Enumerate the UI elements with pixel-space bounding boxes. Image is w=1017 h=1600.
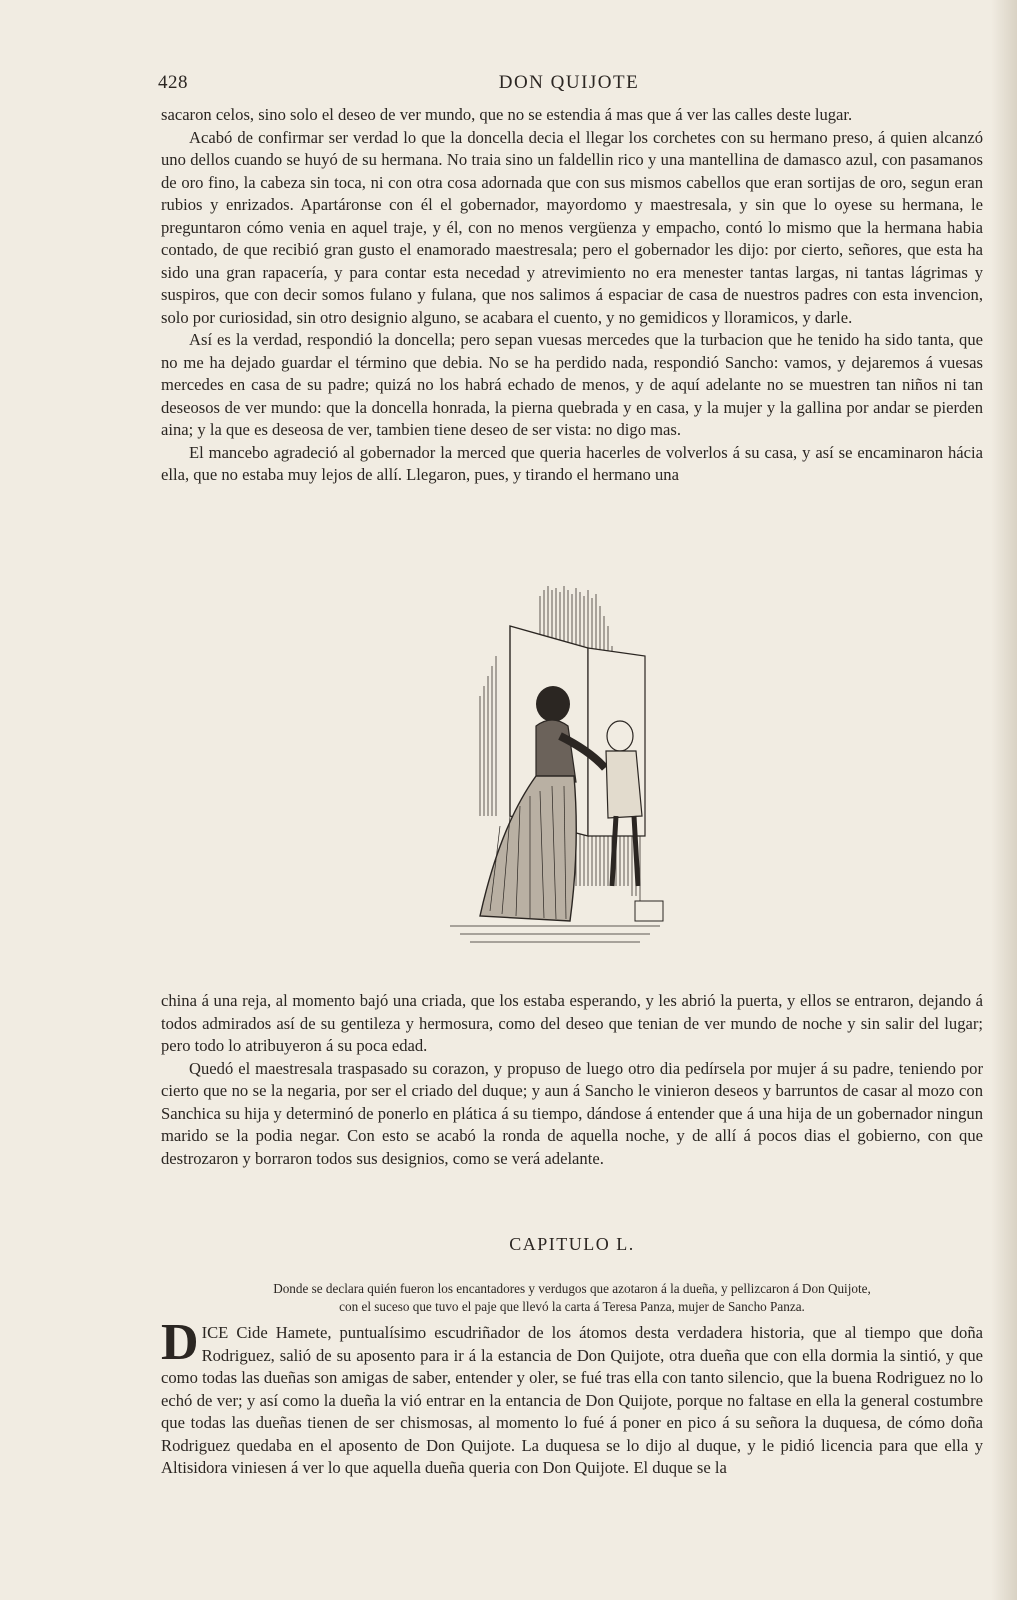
paragraph: Quedó el maestresala traspasado su corazon, y propuso de luego otro dia pedírsela por mujer á su padre, teniendo por cierto que no se la negaria, por ser el criado del duque; y aun á Sancho le vinieron deseos y barruntos de casar al mozo con Sanchica su hija y determinó de ponerlo en plática á su tiempo, dándose á entender que á una hija de un gobernador ningun marido se la podia negar. Con esto se acabó la ronda de aquella noche, y de allí á pocos dias el gobierno, con que destrozaron y borraron todos sus designios, como se verá adelante. xyxy=(161,1058,983,1168)
paragraph: Acabó de confirmar ser verdad lo que la doncella decia el llegar los corchetes con su hermano preso, á quien alcanzó uno dellos cuando se huyó de su hermana. No traia sino un faldellin rico y una mantellina de damasco azul, con pasamanos de oro fino, la cabeza sin toca, ni con otra cosa adornada que con sus mismos cabellos que eran sortijas de oro, segun eran rubios y enrizados. Apartáronse con él el gobernador, mayordomo y maestresala, y sin que lo oyese su hermana, le preguntaron cómo venia en aquel traje, y él, con no menos vergüenza y empacho, contó lo mismo que la hermana habia contado, de que recibió gran gusto el enamorado maestresala; pero el gobernador les dijo: por cierto, señores, que esta ha sido una gran rapacería, y para contar esta necedad y atrevimiento no era menester tantas largas, ni tantas lágrimas y suspiros, que con decir somos fulano y fulana, que nos salimos á espaciar de casa de nuestros padres con esta invencion, solo por curiosidad, sin otro designio alguno, se acabara el cuento, y no gemidicos y lloramicos, y darle. xyxy=(161,127,983,327)
summary-line: con el suceso que tuvo el paje que llevó la carta á Teresa Panza, mujer de Sancho Panza. xyxy=(339,1299,805,1314)
page-number: 428 xyxy=(158,72,188,93)
summary-line: Donde se declara quién fueron los encantadores y verdugos que azotaron á la dueña, y pellizcaron á Don Quijote, xyxy=(273,1281,871,1296)
paragraph: china á una reja, al momento bajó una criada, que los estaba esperando, y les abrió la puerta, y ellos se entraron, dejando á todos admirados así de su gentileza y hermosura, como del deseo que tenian de ver mundo de noche y sin salir del lugar; pero todo lo atribuyeron á su poca edad. xyxy=(161,991,983,1055)
engraving-illustration xyxy=(440,586,670,978)
paragraph: El mancebo agradeció al gobernador la merced que queria hacerles de volverlos á su casa, y así se encaminaron hácia ella, que no estaba muy lejos de allí. Llegaron, pues, y tirando el hermano una xyxy=(161,442,983,484)
running-title: DON QUIJOTE xyxy=(498,72,640,93)
paragraph xyxy=(161,1314,983,1480)
paragraph-body: Cide Hamete, puntualísimo escudriñador de los átomos desta verdadera historia, que al tiempo que doña Rodriguez, salió de su aposento para ir á la estancia de Don Quijote, otra dueña que con ella dormia la sintió, y que como todas las dueñas son amigas de saber, entender y oler, se fué tras ella con tanto silencio, que la buena Rodriguez no lo echó de ver; y así como la dueña la vió entrar en la entancia de Don Quijote, porque no faltase en ella la general costumbre que todas las dueñas tienen de ser chismosas, al momento lo fué á poner en pico á su señora la duquesa, de cómo doña Rodriguez quedaba en el aposento de Don Quijote. La duquesa se lo dijo al duque, y le pidió licencia para que ella y Altisidora viniesen á ver lo que aquella dueña queria con Don Quijote. El duque se la xyxy=(161,1323,983,1477)
text-block-chapter xyxy=(161,1314,983,1480)
page-header xyxy=(158,72,980,102)
paragraph: Así es la verdad, respondió la doncella; pero sepan vuesas mercedes que la turbacion que he tenido ha sido tanta, que no me ha dejado guardar el término que debia. No se ha perdido nada, respondió Sancho: vamos, y dejaremos á vuesas mercedes en casa de su padre; quizá no los habrá echado de menos, y de aquí adelante no se muestren tan niños ni tan deseosos de ver mundo: que la doncella honrada, la pierna quebrada y en casa, y la mujer y la gallina por andar se pierden aina; y la que es deseosa de ver, tambien tiene deseo de ser vista: no digo mas. xyxy=(161,330,983,439)
paragraph: sacaron celos, sino solo el deseo de ver mundo, que no se estendia á mas que á ver las calles deste lugar. xyxy=(161,105,853,124)
chapter-summary xyxy=(161,1280,983,1316)
first-word-rest: ICE xyxy=(201,1323,229,1342)
door-scene-engraving xyxy=(440,586,670,978)
chapter-title: CAPITULO L. xyxy=(509,1234,635,1254)
text-block-top xyxy=(161,104,983,487)
page-edge-shadow xyxy=(991,0,1017,1600)
drop-cap: D xyxy=(161,1314,199,1371)
text-block-middle xyxy=(161,990,983,1170)
